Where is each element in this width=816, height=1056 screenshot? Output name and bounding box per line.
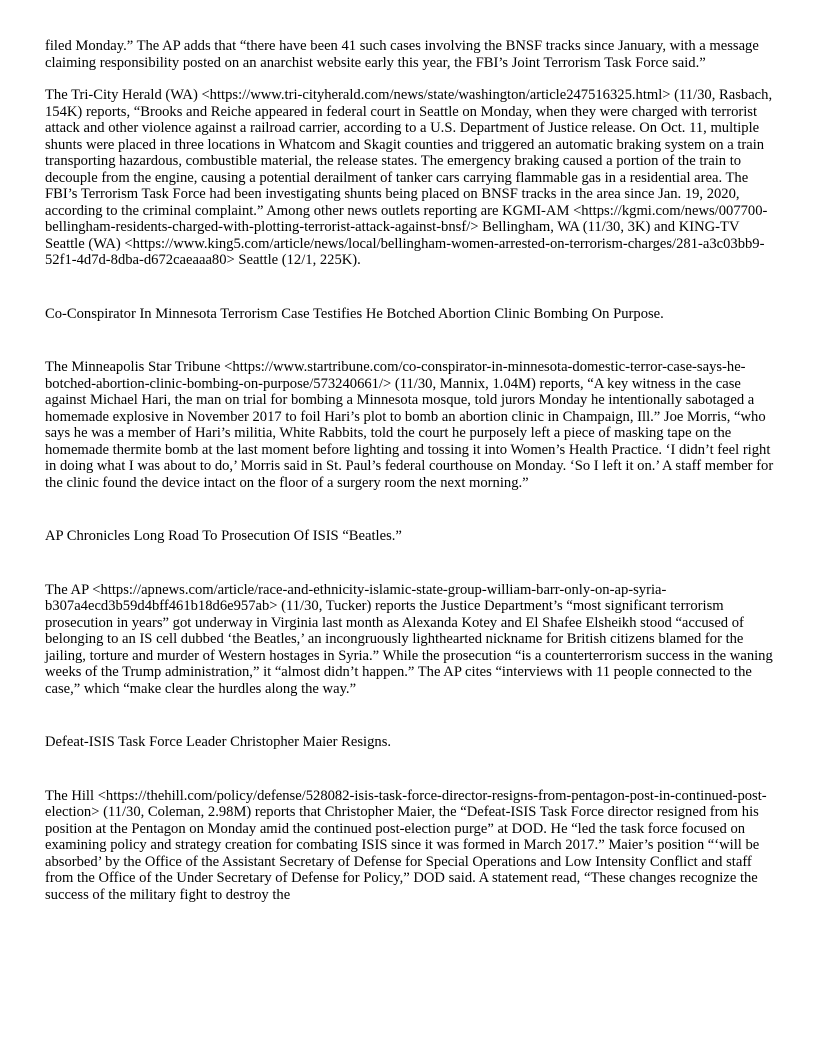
paragraph-tri-city-herald: The Tri-City Herald (WA) <https://www.tri-cityherald.com/news/state/washington/article247516325.html> (11/30, Rasbach, 154K) reports, “Brooks and Reiche appeared in federal court in Seattle on Monday, when they were charged with terrorist attack and other violence against a railroad carrier, according to a U.S. Department of Justice release. On Oct. 11, multiple shunts were placed in three locations in Whatcom and Skagit counties and triggered an automatic braking system on a train transporting hazardous, combustible material, the release states. The emergency braking caused a portion of the train to decouple from the engine, causing a potential derailment of tanker cars carrying flammable gas in a residential area. The FBI’s Terrorism Task Force had been investigating shunts being placed on BNSF tracks in the area since Jan. 19, 2020, according to the criminal complaint.” Among other news outlets reporting are KGMI-AM <https://kgmi.com/news/007700-bellingham-residents-charged-with-plotting-terrorist-attack-against-bnsf/> Bellingham, WA (11/30, 3K) and KING-TV Seattle (WA) <https://www.king5.com/article/news/local/bellingham-women-arrested-on-terrorism-charges/281-a3c03bb9-52f1-4d7d-8dba-d672caeaaa80> Seattle (12/1, 225K). bbox=[45, 87, 773, 268]
headline-minnesota-terrorism: Co-Conspirator In Minnesota Terrorism Case Testifies He Botched Abortion Clinic Bombing On Purpose. bbox=[45, 305, 664, 322]
paragraph-bnsf-ap: filed Monday.” The AP adds that “there have been 41 such cases involving the BNSF tracks since January, with a message claiming responsibility posted on an anarchist website early this year, the FBI’s Joint Terrorism Task Force said.” bbox=[45, 38, 759, 71]
paragraph-the-hill: The Hill <https://thehill.com/policy/defense/528082-isis-task-force-director-resigns-from-pentagon-post-in-continued-post-election> (11/30, Coleman, 2.98M) reports that Christopher Maier, the “Defeat-ISIS Task Force director resigned from his position at the Pentagon on Monday amid the continued post-election purge” at DOD. He “led the task force focused on examining policy and strategy creation for combating ISIS since it was formed in March 2017.” Maier’s position “‘will be absorbed’ by the Office of the Assistant Secretary of Defense for Special Operations and Low Intensity Conflict and staff from the Office of the Under Secretary of Defense for Policy,” DOD said. A statement read, “These changes recognize the success of the military fight to destroy the bbox=[45, 787, 767, 903]
document-page bbox=[45, 38, 775, 903]
paragraph-ap-beatles: The AP <https://apnews.com/article/race-and-ethnicity-islamic-state-group-william-barr-only-on-ap-syria-b307a4ecd3b59d4bff461b18d6e957ab> (11/30, Tucker) reports the Justice Department’s “most significant terrorism prosecution in years” got underway in Virginia last month as Alexanda Kotey and El Shafee Elsheikh stood “accused of belonging to an IS cell dubbed ‘the Beatles,’ an incongruously lighthearted nickname for British citizens blamed for the jailing, torture and murder of Western hostages in Syria.” While the prosecution “is a counterterrorism success in the waning weeks of the Trump administration,” it “almost didn’t happen.” The AP cites “interviews with 11 people connected to the case,” which “make clear the hurdles along the way.” bbox=[45, 581, 773, 697]
paragraph-star-tribune: The Minneapolis Star Tribune <https://www.startribune.com/co-conspirator-in-minnesota-domestic-terror-case-says-he-botched-abortion-clinic-bombing-on-purpose/573240661/> (11/30, Mannix, 1.04M) reports, “A key witness in the case against Michael Hari, the man on trial for bombing a Minnesota mosque, told jurors Monday he intentionally sabotaged a homemade explosive in November 2017 to foil Hari’s plot to bomb an abortion clinic in Champaign, Ill.” Joe Morris, “who says he was a member of Hari’s militia, White Rabbits, told the court he purposely left a piece of masking tape on the homemade thermite bomb at the last moment before lighting and tossing it into Women’s Health Practice. ‘I didn’t feel right in doing what I was about to do,’ Morris said in St. Paul’s federal courthouse on Monday. ‘So I left it on.’ A staff member for the clinic found the device intact on the floor of a surgery room the next morning.” bbox=[45, 359, 774, 491]
headline-defeat-isis-maier: Defeat-ISIS Task Force Leader Christopher Maier Resigns. bbox=[45, 734, 392, 750]
headline-isis-beatles: AP Chronicles Long Road To Prosecution Of ISIS “Beatles.” bbox=[45, 528, 402, 544]
